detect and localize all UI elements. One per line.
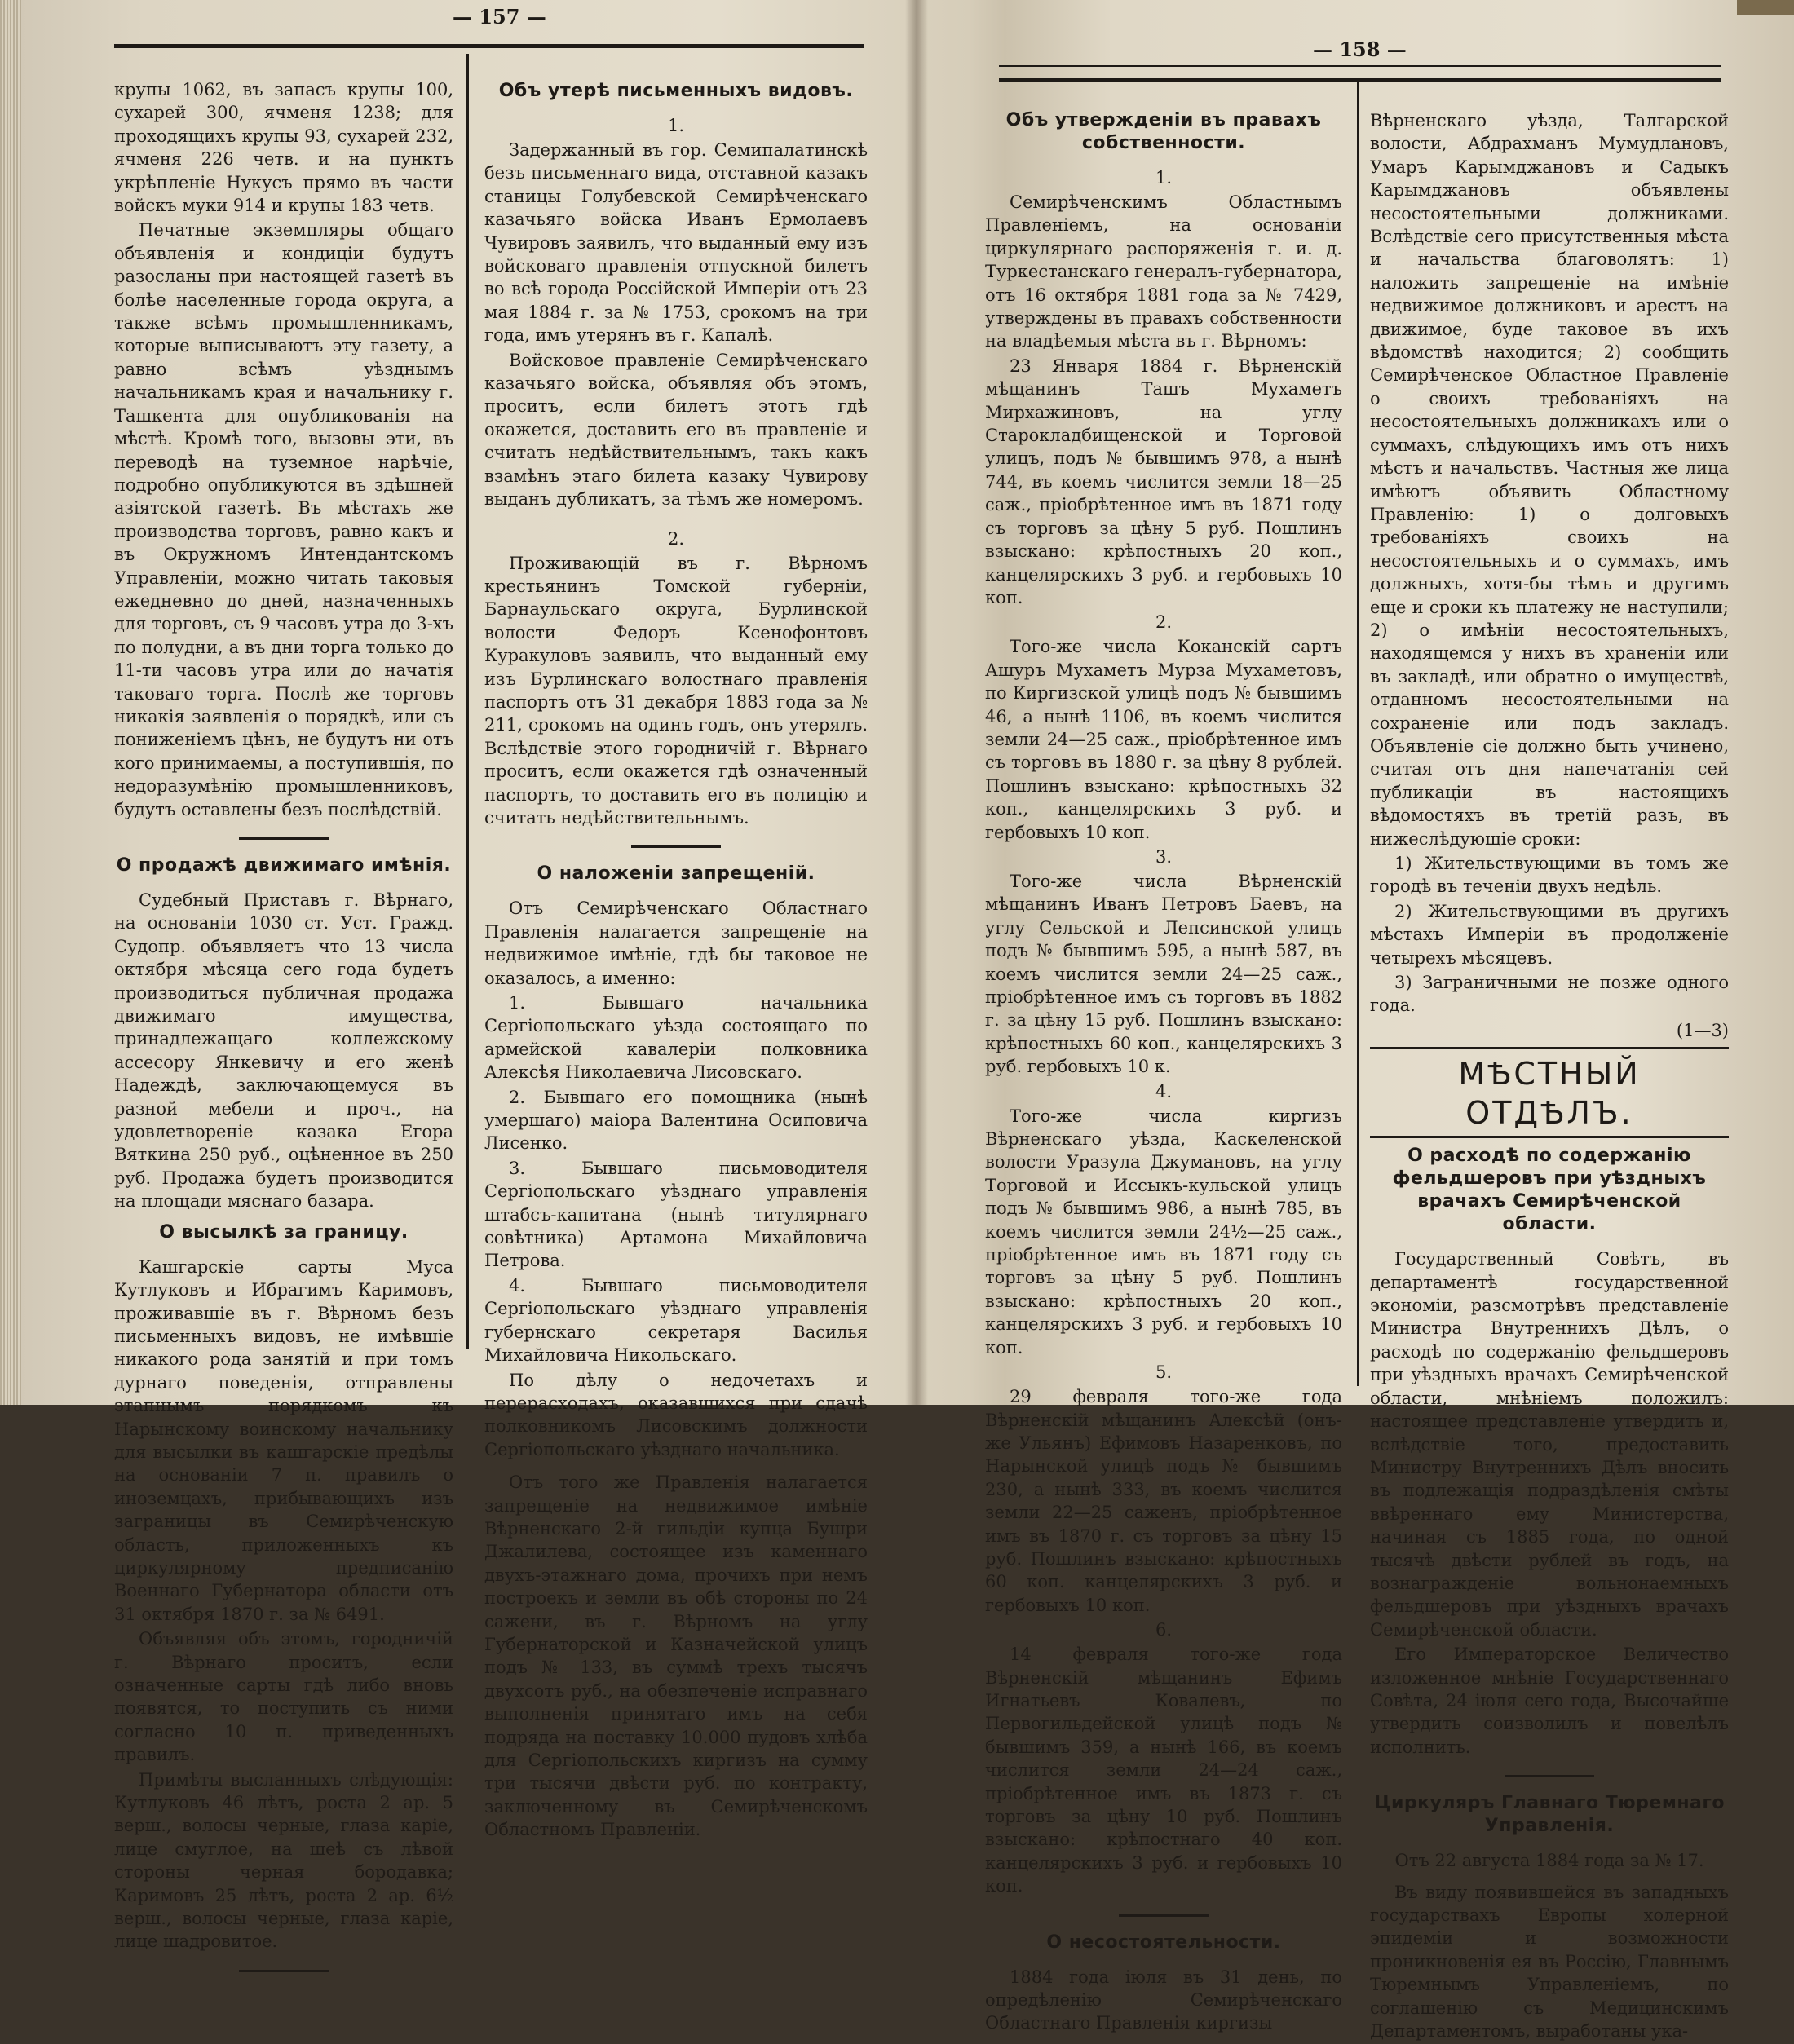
- rights-paragraph-4: Того-же числа Вѣрненскій мѣщанинъ Иванъ Петровъ Баевъ, на углу Сельской и Лепсинской улицъ подъ № бывшимъ 595, а нынѣ 587, въ коемъ числится земли 24—25 саж., пріобрѣтенное имъ съ торговъ въ 1882 г. за цѣну 15 руб. Пошлинъ взыскано: крѣпостныхъ 60 коп., канцелярскихъ 3 руб. гербовыхъ 10 к.: [985, 871, 1342, 1077]
- sale-paragraph: Судебный Приставъ г. Вѣрнаго, на основаніи 1030 ст. Уст. Гражд. Судопр. объявляетъ что 13 числа октября мѣсяца сего года будетъ производиться публичная продажа движимаго имущества, принадлежащаго коллежскому ассесору Янкевичу и его женѣ Надеждѣ, заключающемуся въ разной мебели и проч., на удовлетвореніе казака Егора Вяткина 250 руб., оцѣненное въ 250 руб. Продажа будетъ производится на площади мяснаго базара.: [114, 890, 453, 1212]
- top-rule-right: [999, 78, 1721, 82]
- ban-item-4: 4. Бывшаго письмоводителя Сергіопольскаго уѣзднаго управленія губернскаго секретаря Василья Михайловича Никольскаго.: [484, 1275, 868, 1366]
- heading-loss: Объ утерѣ письменныхъ видовъ.: [498, 81, 854, 101]
- heading-rights: Объ утвержденіи въ правахъ собственности.: [1005, 110, 1322, 153]
- column-1: [114, 78, 453, 1987]
- loss-paragraph-3: Проживающій въ г. Вѣрномъ крестьянинъ Томской губерніи, Барнаульскаго округа, Бурлинской волости Федоръ Ксенофонтовъ Куракуловъ заявилъ, что выданный ему изъ Бурлинскаго волостнаго правленія паспортъ отъ 31 декабря 1883 года за № 211, срокомъ на одинъ годъ, онъ утерялъ. Вслѣдствіе этого городничій г. Вѣрнаго проситъ, если окажется гдѣ означенный паспортъ, то доставить его въ полицію и считать недѣйствительнымъ.: [484, 553, 868, 828]
- section-rule: [1370, 1047, 1729, 1049]
- separator: [239, 837, 329, 840]
- term-3: 3) Заграничными не позже одного года.: [1370, 973, 1729, 1016]
- exile-paragraph-1: Кашгарскіе сарты Муса Кутлуковъ и Ибрагимъ Каримовъ, проживавшіе въ г. Вѣрномъ безъ письменныхъ видовъ, не имѣвшіе никакого рода занятій и при томъ дурнаго поведенія, отправлены этапнымъ порядкомъ къ Нарынскому воинскому начальнику для высылки въ кашгарскіе предѣлы на основаніи 7 п. правилъ о иноземцахъ, прибывающихъ изъ заграницы въ Семирѣченскую область, приложенныхъ къ циркулярному предписанію Военнаго Губернатора области отъ 31 октября 1870 г. за № 6491.: [114, 1256, 453, 1624]
- column-4: [1370, 109, 1729, 2044]
- ban-item-3: 3. Бывшаго письмоводителя Сергіопольскаго уѣзднаго управленія штабсъ-капитана (нынѣ титулярнаго совѣтника) Артамона Михайловича Петрова.: [484, 1158, 868, 1271]
- circular-date: Отъ 22 августа 1884 года за № 17.: [1394, 1851, 1704, 1871]
- term-2: 2) Жительствующими въ другихъ мѣстахъ Имперіи въ продолженіе четырехъ мѣсяцевъ.: [1370, 901, 1729, 968]
- cover-corner: [1737, 0, 1794, 15]
- heading-feldsher: О расходѣ по содержанію фельдшеровъ при уѣздныхъ врачахъ Семирѣченской области.: [1392, 1146, 1707, 1235]
- top-rule-right-thin: [999, 65, 1721, 67]
- separator: [631, 845, 721, 848]
- ban-paragraph-3: Отъ того же Правленія налагается запрещеніе на недвижимое имѣніе Вѣрненскаго 2-й гильдіи купца Бушри Джалилева, состоящее изъ каменнаго двухъ-этажнаго дома, прочихъ при немъ построекъ и земли въ обѣ стороны по 24 сажени, въ г. Вѣрномъ на углу Губернаторской и Казначейской улицъ подъ № 133, въ суммѣ трехъ тысячъ двухсотъ руб., на обезпеченіе исправнаго выполненія принятаго имъ на себя подряда на поставку 10.000 пудовъ хлѣба для Сергіопольскихъ киргизъ на сумму три тысячи двѣсти руб. по контракту, заключенному въ Семирѣченскомъ Областномъ Правленіи.: [484, 1472, 868, 1840]
- rights-paragraph-1: Семирѣченскимъ Областнымъ Правленіемъ, на основаніи циркулярнаго распоряженія г. и. д. Туркестанскаго генералъ-губернатора, отъ 16 октября 1881 года за № 7429, утверждены въ правахъ собственности на владѣемыя мѣста въ г. Вѣрномъ:: [985, 192, 1342, 351]
- item-number: 2.: [667, 528, 685, 549]
- section-rule: [1370, 1136, 1729, 1138]
- exile-paragraph-2: Объявляя объ этомъ, городничій г. Вѣрнаго проситъ, если означенные сарты гдѣ либо вновь появятся, то поступить съ ними согласно 10 п. приведенныхъ правилъ.: [114, 1629, 453, 1765]
- item-number: 2.: [1155, 612, 1173, 633]
- rights-paragraph-2: 23 Января 1884 г. Вѣрненскій мѣщанинъ Ташъ Мухаметъ Мирхажиновъ, на углу Старокладбищенской и Торговой улицъ, подъ № бывшимъ 978, а нынѣ 744, въ коемъ числится земли 18—25 саж., пріобрѣтенное имъ въ 1871 году съ торговъ за цѣну 5 руб. Пошлинъ взыскано: крѣпостныхъ 20 коп., канцелярскихъ 3 руб. и гербовыхъ 10 коп.: [985, 355, 1342, 607]
- rights-paragraph-7: 14 февраля того-же года Вѣрненскій мѣщанинъ Ефимъ Игнатьевъ Ковалевъ, по Первогильдейской улицѣ подъ № бывшимъ 359, а нынѣ 166, въ коемъ числится земли 24—24 саж., пріобрѣтенное имъ въ 1873 г. съ торговъ за цѣну 10 руб. Пошлинъ взыскано: крѣпостнаго 40 коп. канцелярскихъ 3 руб. и гербовыхъ 10 коп.: [985, 1644, 1342, 1896]
- loss-paragraph-1: Задержанный въ гор. Семипалатинскѣ безъ письменнаго вида, отставной казакъ станицы Голубевской Семирѣченскаго казачьяго войска Иванъ Ермолаевъ Чувировъ заявилъ, что выданный ему изъ войсковаго правленія отпускной билетъ во всѣ города Россійской Имперіи отъ 23 мая 1884 г. за № 1753, срокомъ на три года, имъ утерянъ въ г. Капалѣ.: [484, 140, 868, 346]
- ban-paragraph-1: Отъ Семирѣченскаго Областнаго Правленія налагается запрещеніе на недвижимое имѣніе, гдѣ бы таковое не оказалось, а именно:: [484, 898, 868, 988]
- column-3: [985, 109, 1342, 2037]
- separator: [1119, 1914, 1209, 1917]
- column-1-top-paragraph: крупы 1062, въ запасъ крупы 100, сухарей 300, ячменя 1238; для проходящихъ крупы 93, сухарей 232, ячменя 226 четв. и на пунктъ укрѣпленіе Нукусъ прямо въ части войскъ муки 914 и крупы 183 четв.: [114, 80, 453, 216]
- feldsher-paragraph-2: Его Императорское Величество изложенное мнѣніе Государственнаго Совѣта, 24 іюля сего года, Высочайше утвердить соизволилъ и повелѣлъ исполнить.: [1370, 1644, 1729, 1757]
- heading-insolvency: О несостоятельности.: [1046, 1931, 1281, 1953]
- column-rule-left: [466, 54, 469, 1349]
- book-spine: [905, 0, 928, 1405]
- item-number: 5.: [1155, 1362, 1173, 1383]
- ban-item-1: 1. Бывшаго начальника Сергіопольскаго уѣзда состоящаго по армейской кавалеріи полковника Алексѣя Николаевича Лисовскаго.: [484, 993, 868, 1083]
- feldsher-paragraph-1: Государственный Совѣтъ, въ департаментѣ государственной экономіи, разсмотрѣвъ представленіе Министра Внутреннихъ Дѣлъ, о расходѣ по содержанію фельдшеровъ при уѣздныхъ врачахъ Семирѣченской области, мнѣніемъ положилъ: настоящее представленіе утвердить и, вслѣдствіе того, предоставить Министру Внутреннихъ Дѣлъ вносить въ подлежащія подраздѣленія смѣты ввѣреннаго ему Министерства, начиная съ 1885 года, по одной тысячѣ двѣсти рублей въ годъ, на вознагражденіе вольнонаемныхъ фельдшеровъ при уѣздныхъ врачахъ Семирѣченской области.: [1370, 1249, 1729, 1640]
- heading-ban: О наложеніи запрещеній.: [537, 863, 815, 885]
- section-title: МѢСТНЫЙ ОТДѢЛЪ.: [1458, 1056, 1641, 1132]
- rights-paragraph-3: Того-же числа Коканскій сартъ Ашуръ Мухаметъ Мурза Мухаметовъ, по Киргизской улицѣ подъ № бывшимъ 46, а нынѣ 1106, въ коемъ числится земли 24—25 саж., пріобрѣтенное имъ съ торговъ въ 1880 г. за цѣну 8 рублей. Пошлинъ взыскано: крѣпостныхъ 32 коп., канцелярскихъ 3 руб. и гербовыхъ 10 коп.: [985, 637, 1342, 842]
- heading-circular: Циркуляръ Главнаго Тюремнаго Управленія.: [1374, 1793, 1725, 1837]
- issue-mark: (1—3): [1676, 1020, 1729, 1040]
- notice-paragraph: Печатные экземпляры общаго объявленія и кондиціи будутъ разосланы при настоящей газетѣ въ болѣе населенные города округа, а также всѣмъ промышленникамъ, которые выписываютъ эту газету, а равно всѣмъ уѣзднымъ начальникамъ края и начальнику г. Ташкента для опубликованія на мѣстѣ. Кромѣ того, вызовы эти, въ переводѣ на туземное нарѣчіе, подробно опубликуются въ здѣшней азіятской газетѣ. Въ мѣстахъ же производства торговъ, равно какъ и въ Окружномъ Интендантскомъ Управленіи, можно читать таковыя ежедневно до дней, назначенныхъ для торговъ, съ 9 часовъ утра до 3-хъ по полудни, а въ дни торга только до 11-ти часовъ утра или до начатія таковаго торга. Послѣ же торговъ никакія заявленія о порядкѣ, или съ пониженіемъ цѣнъ, не будутъ ни отъ кого принимаемы, а поступившія, по недоразумѣнію промышленниковъ, будутъ оставлены безъ послѣдствій.: [114, 220, 453, 819]
- column-2: [484, 78, 868, 1843]
- separator: [1505, 1775, 1594, 1777]
- insolvency-continuation: Вѣрненскаго уѣзда, Талгарской волости, Абдрахманъ Мумудлановъ, Умаръ Карымджановъ и Садыкъ Карымджановъ объявлены несостоятельными должниками. Вслѣдствіе сего присутственныя мѣста и начальства благоволятъ: 1) наложить запрещеніе на имѣніе недвижимое должниковъ и арестъ на движимое, буде таковое въ ихъ вѣдомствѣ находится; 2) сообщить Семирѣченское Областное Правленіе о своихъ требованіяхъ на несостоятельныхъ должникахъ или о суммахъ, слѣдующихъ имъ отъ нихъ мѣстъ и начальствъ. Частныя же лица имѣютъ объявить Областному Правленію: 1) о долговыхъ требованіяхъ своихъ на несостоятельныхъ и о суммахъ, имъ должныхъ, хотя-бы тѣмъ и другимъ еще и сроки къ платежу не наступили; 2) о имѣніи несостоятельныхъ, находящемся у нихъ въ храненіи или въ закладѣ, или обратно о имуществѣ, отданномъ несостоятельными на сохраненіе или подъ закладъ. Объявленіе сіе должно быть учинено, считая отъ дня напечатанія сей публикаціи въ настоящихъ вѣдомостяхъ въ третій разъ, въ нижеслѣдующіе сроки:: [1370, 111, 1729, 849]
- page-stack-edge: [0, 0, 21, 1405]
- ban-paragraph-2: По дѣлу о недочетахъ и перерасходахъ, оказавшихся при сдачѣ полковникомъ Лисовскимъ должности Сергіопольскаго уѣзднаго начальника.: [484, 1370, 868, 1459]
- item-number: 1.: [667, 116, 685, 135]
- loss-paragraph-2: Войсковое правленіе Семирѣченскаго казачьяго войска, объявляя объ этомъ, проситъ, если билетъ этотъ гдѣ окажется, доставить его въ правленіе и считать недѣйствительнымъ, такъ какъ взамѣнъ этаго билета казаку Чувирову выданъ дубликатъ, за тѣмъ же номеромъ.: [484, 350, 868, 510]
- ban-item-2: 2. Бывшаго его помощника (нынѣ умершаго) маіора Валентина Осиповича Лисенко.: [484, 1087, 868, 1154]
- item-number: 4.: [1155, 1081, 1173, 1101]
- exile-paragraph-3: Примѣты высланныхъ слѣдующія: Кутлуковъ 46 лѣтъ, роста 2 ар. 5 верш., волосы черные, глаза каріе, лице смуглое, на шеѣ съ лѣвой стороны черная бородавка; Каримовъ 25 лѣтъ, роста 2 ар. 6½ верш., волосы черные, глаза каріе, лице шадровитое.: [114, 1769, 453, 1952]
- insolvency-paragraph: 1884 года іюля въ 31 день, по опредѣленію Семирѣченскаго Областнаго Правленія киргизы: [985, 1967, 1342, 2033]
- rights-paragraph-5: Того-же числа киргизъ Вѣрненскаго уѣзда, Каскеленской волости Уразула Джумановъ, на углу Торговой и Иссыкъ-кульской улицъ подъ № бывшимъ 986, а нынѣ 785, въ коемъ числится земли 24½—25 саж., пріобрѣтенное имъ въ 1871 году съ торговъ за цѣну 5 руб. Пошлинъ взыскано: крѣпостныхъ 20 коп., канцелярскихъ 3 руб. и гербовыхъ 10 коп.: [985, 1106, 1342, 1358]
- item-number: 3.: [1155, 846, 1173, 867]
- top-rule-left: [114, 44, 864, 48]
- heading-sale: О продажѣ движимаго имѣнія.: [116, 855, 452, 876]
- rights-paragraph-6: 29 февраля того-же года Вѣрненскій мѣщанинъ Алексѣй (онъ-же Ульянъ) Ефимовъ Назаренковъ, по Нарынской улицѣ подъ № бывшимъ 230, а нынѣ 333, въ коемъ числится земли 22—25 саженъ, пріобрѣтенное имъ въ 1870 г. съ торговъ за цѣну 15 руб. Пошлинъ взыскано: крѣпостныхъ 60 коп. канцелярскихъ 3 руб. и гербовыхъ 10 коп.: [985, 1387, 1342, 1615]
- circular-paragraph: Въ виду появившейся въ западныхъ государствахъ Европы холерной эпидеміи и возможности проникновенія ея въ Россію, Главнымъ Тюремнымъ Управленіемъ, по соглашенію съ Медицинскимъ Департаментомъ, выработаны ука-: [1370, 1882, 1729, 2042]
- heading-exile: О высылкѣ за границу.: [159, 1221, 409, 1243]
- separator: [239, 1970, 329, 1972]
- page-number-left: — 157 —: [453, 5, 546, 29]
- item-number: 1.: [1155, 168, 1173, 188]
- column-rule-right: [1357, 82, 1359, 1386]
- item-number: 6.: [1155, 1620, 1173, 1640]
- term-1: 1) Жительствующими въ томъ же городѣ въ теченіи двухъ недѣль.: [1370, 854, 1729, 897]
- page-number-right: — 158 —: [1313, 38, 1407, 61]
